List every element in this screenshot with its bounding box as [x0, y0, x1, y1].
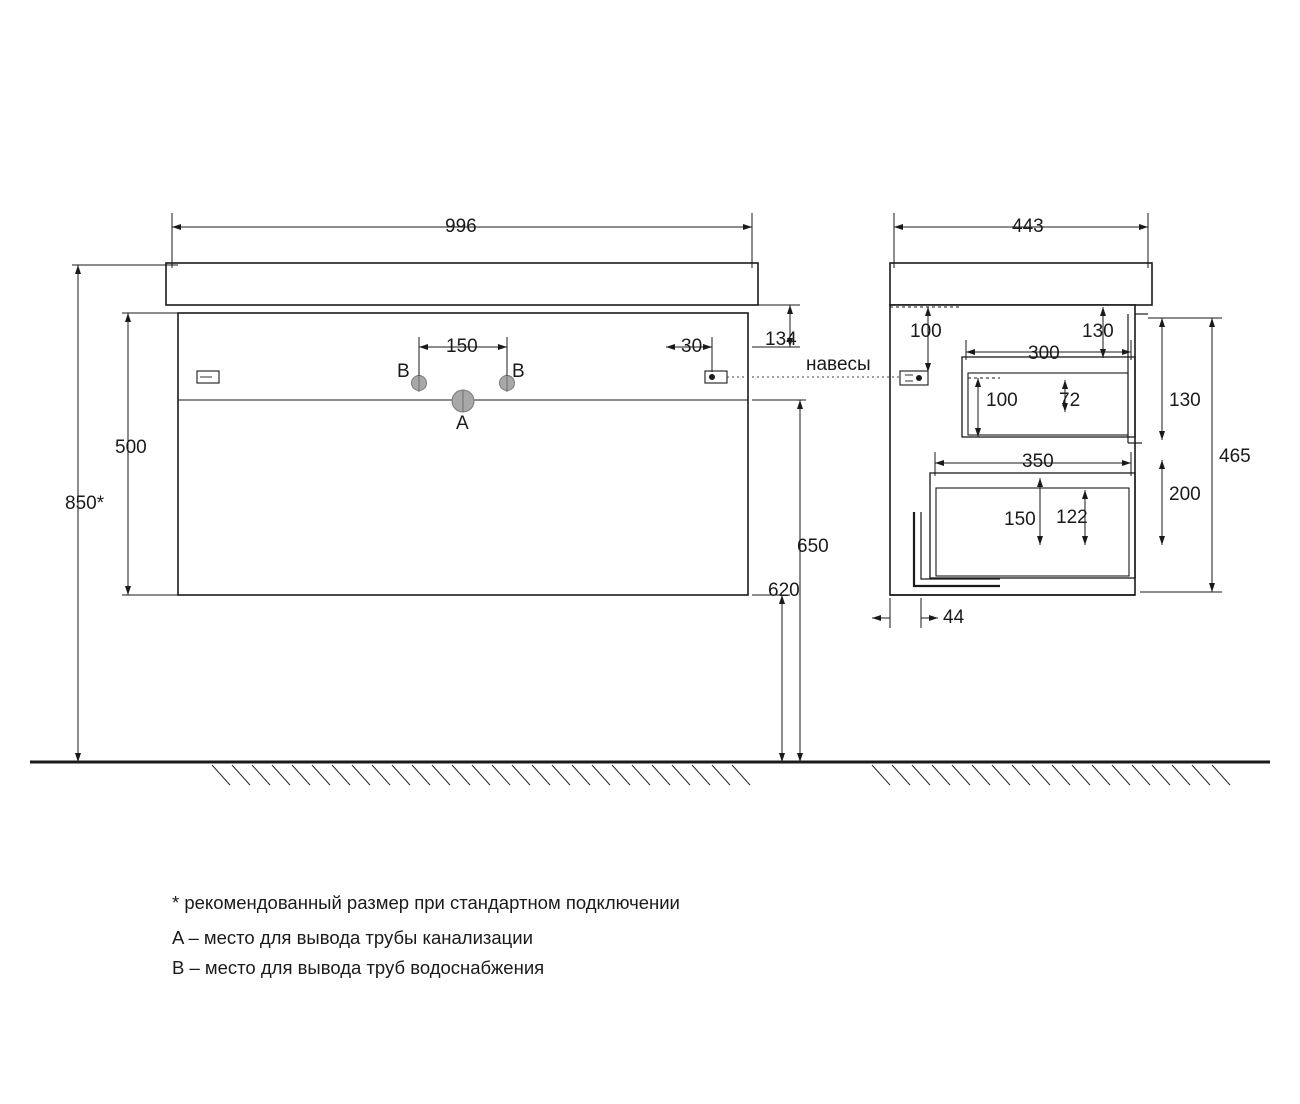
- dim-850: 850*: [65, 493, 105, 514]
- marker-b-right: B: [512, 361, 525, 382]
- dim-150: 150: [446, 336, 478, 357]
- dim-200: 200: [1169, 484, 1201, 505]
- dim-650: 650: [797, 536, 829, 557]
- callout-hangers: навесы: [806, 354, 871, 375]
- dim-side-100-inner: 100: [986, 390, 1018, 411]
- dim-30: 30: [681, 336, 703, 357]
- dim-500: 500: [115, 437, 147, 458]
- dim-side-130-right: 130: [1169, 390, 1201, 411]
- dim-side-100-top: 100: [910, 321, 942, 342]
- floor-line: [30, 762, 1270, 785]
- dim-465: 465: [1219, 446, 1251, 467]
- dim-44: 44: [943, 607, 965, 628]
- side-view-geometry: [890, 263, 1152, 595]
- dim-350: 350: [1022, 451, 1054, 472]
- dim-300: 300: [1028, 343, 1060, 364]
- dim-134: 134: [765, 329, 797, 350]
- legend-line-1: * рекомендованный размер при стандартном подключении: [172, 892, 680, 913]
- dim-side-150: 150: [1004, 509, 1036, 530]
- dim-996: 996: [445, 216, 477, 237]
- dim-side-130-top: 130: [1082, 321, 1114, 342]
- legend-line-3: B – место для вывода труб водоснабжения: [172, 957, 545, 978]
- dim-443: 443: [1012, 216, 1044, 237]
- marker-b-left: B: [397, 361, 410, 382]
- legend-line-2: A – место для вывода трубы канализации: [172, 927, 533, 948]
- dim-72: 72: [1059, 390, 1081, 411]
- marker-a: A: [456, 413, 469, 434]
- dim-620: 620: [768, 580, 800, 601]
- dim-122: 122: [1056, 507, 1088, 528]
